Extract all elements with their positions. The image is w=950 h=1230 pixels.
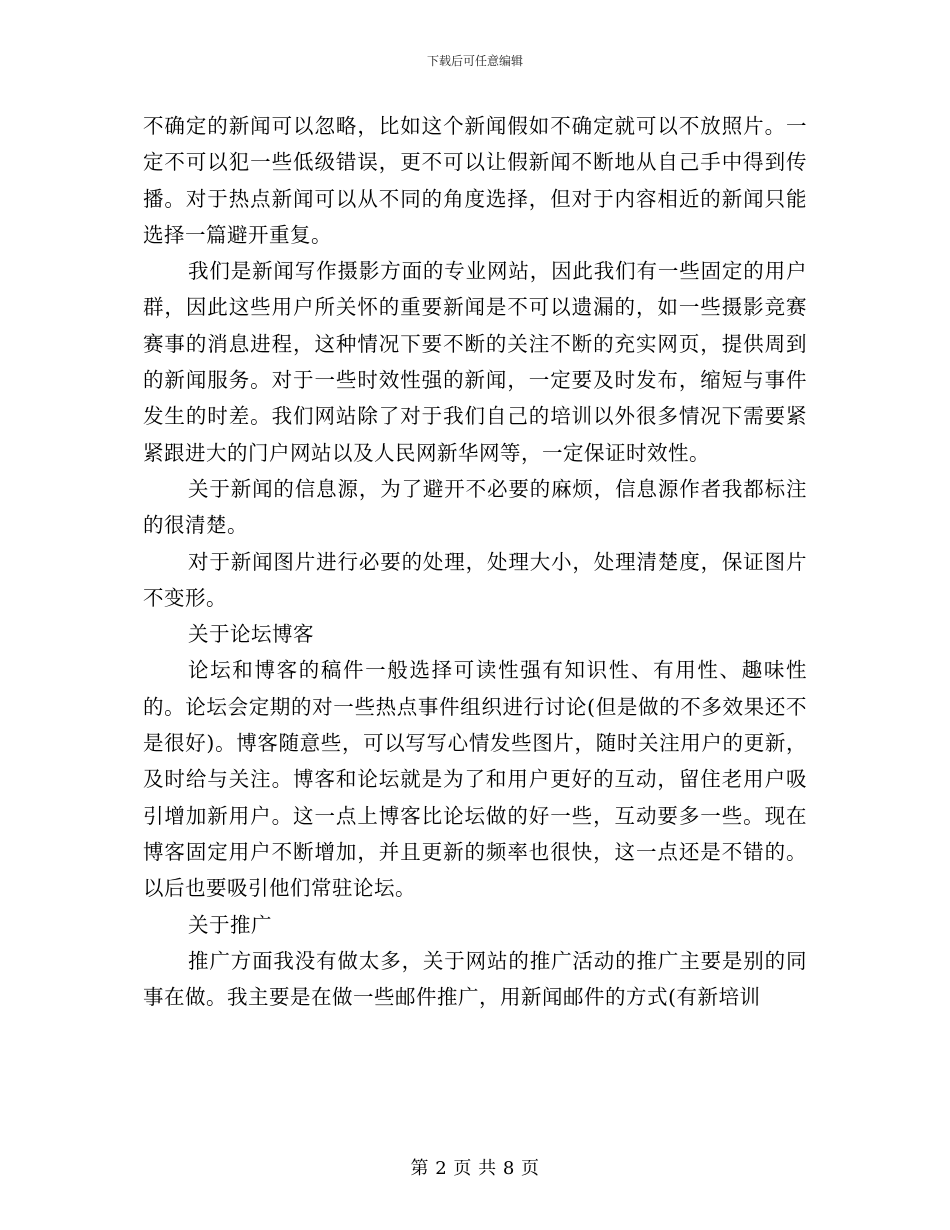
paragraph: 论坛和博客的稿件一般选择可读性强有知识性、有用性、趣味性的。论坛会定期的对一些热点事件组织进行讨论(但是做的不多效果还不是很好)。博客随意些，可以写写心情发些图片，随时关注用户的更新，及时给与关注。博客和论坛就是为了和用户更好的互动，留住老用户吸引增加新用户。这一点上博客比论坛做的好一些，互动要多一些。现在博客固定用户不断增加，并且更新的频率也很快，这一点还是不错的。以后也要吸引他们常驻论坛。 [143,658,807,901]
paragraph: 推广方面我没有做太多，关于网站的推广活动的推广主要是别的同事在做。我主要是在做一些邮件推广，用新闻邮件的方式(有新培训 [143,948,807,1010]
paragraph: 对于新闻图片进行必要的处理，处理大小，处理清楚度，保证图片不变形。 [143,549,807,610]
page-header: 下载后可任意编辑 [426,54,523,68]
page-number-footer: 第 2 页 共 8 页 [410,1158,540,1179]
paragraph: 不确定的新闻可以忽略，比如这个新闻假如不确定就可以不放照片。一定不可以犯一些低级错误，更不可以让假新闻不断地从自己手中得到传播。对于热点新闻可以从不同的角度选择，但对于内容相近的新闻只能选择一篇避开重复。 [143,114,807,247]
section-heading: 关于推广 [188,912,272,937]
section-heading: 关于论坛博客 [188,622,314,647]
body-text [143,108,807,1015]
paragraph: 关于新闻的信息源，为了避开不必要的麻烦，信息源作者我都标注的很清楚。 [143,476,807,538]
paragraph: 我们是新闻写作摄影方面的专业网站，因此我们有一些固定的用户群，因此这些用户所关怀的重要新闻是不可以遗漏的，如一些摄影竞赛赛事的消息进程，这种情况下要不断的关注不断的充实网页，提供周到的新闻服务。对于一些时效性强的新闻，一定要及时发布，缩短与事件发生的时差。我们网站除了对于我们自己的培训以外很多情况下需要紧紧跟进大的门户网站以及人民网新华网等，一定保证时效性。 [143,259,807,465]
